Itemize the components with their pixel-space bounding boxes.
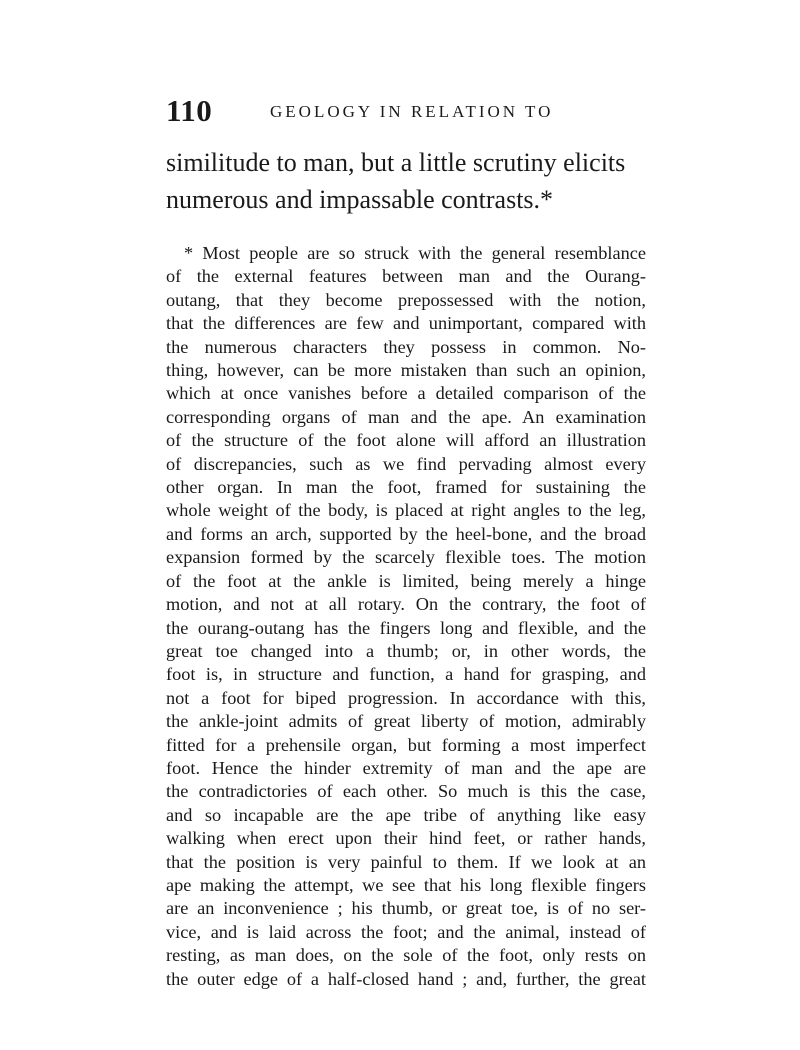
footnote-line: of the external features between man and the Ourang- [166, 266, 646, 287]
footnote-line: fitted for a prehensile organ, but forming a most imperfect [166, 734, 646, 755]
footnote-line: ape making the attempt, we see that his long flexible fingers [166, 874, 646, 895]
body-paragraph [166, 144, 646, 218]
footnote-line: the outer edge of a half-closed hand ; and, further, the great [166, 968, 646, 989]
footnote-line: expansion formed by the scarcely flexible toes. The motion [166, 547, 646, 568]
footnote-line: other organ. In man the foot, framed for sustaining the [166, 477, 646, 498]
footnote-line: walking when erect upon their hind feet, or rather hands, [166, 828, 646, 849]
running-title: GEOLOGY IN RELATION TO [270, 102, 554, 121]
footnote-line: and forms an arch, supported by the heel-bone, and the broad [166, 523, 646, 544]
body-line: similitude to man, but a little scrutiny elicits [166, 148, 626, 177]
footnote-line: thing, however, can be more mistaken than such an opinion, [166, 360, 646, 381]
footnote-line: foot. Hence the hinder extremity of man and the ape are [166, 757, 646, 778]
footnote-line: that the differences are few and unimportant, compared with [166, 313, 646, 334]
footnote-line: the ourang-outang has the fingers long and flexible, and the [166, 617, 646, 638]
footnote-line: foot is, in structure and function, a hand for grasping, and [166, 664, 646, 685]
page-number: 110 [166, 93, 213, 128]
footnote-line: great toe changed into a thumb; or, in other words, the [166, 640, 646, 661]
footnote-line: of the structure of the foot alone will afford an illustration [166, 430, 646, 451]
footnote-line: the contradictories of each other. So much is this the case, [166, 781, 646, 802]
footnote-line: * Most people are so struck with the general resemblance [184, 243, 646, 263]
footnote-line: are an inconvenience ; his thumb, or great toe, is of no ser- [166, 898, 646, 919]
footnote-line: the ankle-joint admits of great liberty of motion, admirably [166, 711, 646, 732]
footnote-line: which at once vanishes before a detailed comparison of the [166, 383, 646, 404]
footnote-line: and so incapable are the ape tribe of anything like easy [166, 804, 646, 825]
footnote-line: resting, as man does, on the sole of the foot, only rests on [166, 945, 646, 966]
body-line: numerous and impassable contrasts.* [166, 185, 554, 214]
footnote-line: the numerous characters they possess in common. No- [166, 336, 646, 357]
footnote-line: whole weight of the body, is placed at right angles to the leg, [166, 500, 646, 521]
footnote-line: outang, that they become prepossessed with the notion, [166, 289, 646, 310]
footnote-line: vice, and is laid across the foot; and the animal, instead of [166, 921, 646, 942]
footnote-line: of discrepancies, such as we find pervading almost every [166, 453, 646, 474]
footnote-line: not a foot for biped progression. In accordance with this, [166, 687, 646, 708]
footnote-line: motion, and not at all rotary. On the contrary, the foot of [166, 594, 646, 615]
footnote-line: corresponding organs of man and the ape. An examination [166, 406, 646, 427]
footnote-line: of the foot at the ankle is limited, being merely a hinge [166, 570, 646, 591]
footnote-line: that the position is very painful to them. If we look at an [166, 851, 646, 872]
running-head [166, 93, 646, 133]
footnote [166, 242, 646, 991]
